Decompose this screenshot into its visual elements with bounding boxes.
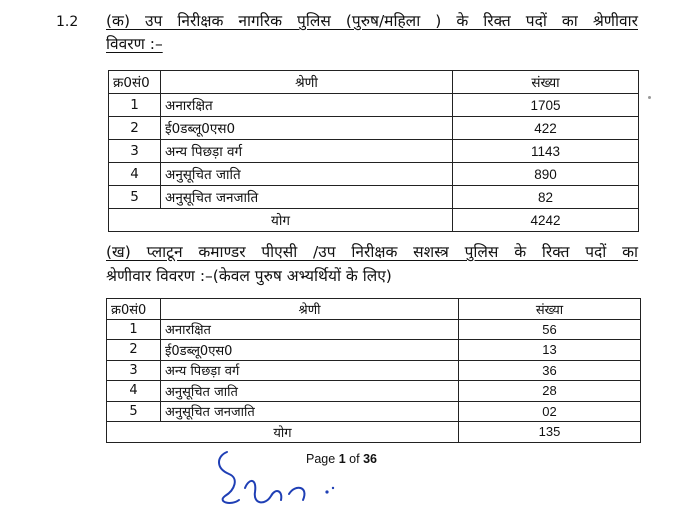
scan-speck — [648, 96, 651, 99]
row-count: 1143 — [453, 140, 639, 163]
row-category: ई0डब्लू0एस0 — [161, 117, 453, 140]
row-category: अनारक्षित — [161, 94, 453, 117]
table-row — [109, 94, 639, 117]
header-serial: क्र0सं0 — [109, 71, 161, 94]
row-count: 890 — [453, 163, 639, 186]
row-serial: 5 — [107, 401, 161, 422]
row-count: 1705 — [453, 94, 639, 117]
page-word: Page — [306, 452, 336, 466]
table-row — [107, 319, 641, 340]
table-header-row — [109, 71, 639, 94]
table-row — [109, 163, 639, 186]
header-category: श्रेणी — [161, 71, 453, 94]
row-serial: 4 — [107, 381, 161, 402]
category-table-a — [108, 70, 639, 232]
row-serial: 2 — [109, 117, 161, 140]
header-category: श्रेणी — [161, 299, 459, 320]
row-count: 422 — [453, 117, 639, 140]
heading-a-line1: (क) उप निरीक्षक नागरिक पुलिस (पुरुष/महिला ) के रिक्त पदों का श्रेणीवार — [106, 12, 638, 30]
table-row — [109, 186, 639, 209]
heading-b-line2: श्रेणीवार विवरण :–(केवल पुरुष अभ्यर्थियों के लिए) — [106, 267, 392, 285]
header-serial: क्र0सं0 — [107, 299, 161, 320]
total-value: 135 — [459, 422, 641, 443]
header-count: संख्या — [453, 71, 639, 94]
total-label: योग — [109, 209, 453, 232]
row-serial: 4 — [109, 163, 161, 186]
page-of-word: of — [349, 452, 360, 466]
row-count: 56 — [459, 319, 641, 340]
row-category: अन्य पिछड़ा वर्ग — [161, 360, 459, 381]
table-total-row — [107, 422, 641, 443]
row-serial: 1 — [109, 94, 161, 117]
table-total-row — [109, 209, 639, 232]
total-value: 4242 — [453, 209, 639, 232]
row-serial: 3 — [109, 140, 161, 163]
section-number: 1.2 — [56, 14, 79, 30]
page-total: 36 — [363, 452, 377, 466]
row-serial: 3 — [107, 360, 161, 381]
row-count: 82 — [453, 186, 639, 209]
row-count: 13 — [459, 340, 641, 361]
table-row — [107, 360, 641, 381]
row-count: 28 — [459, 381, 641, 402]
row-serial: 5 — [109, 186, 161, 209]
table-row — [107, 401, 641, 422]
row-category: अनुसूचित जाति — [161, 163, 453, 186]
heading-b-line1: (ख) प्लाटून कमाण्डर पीएसी /उप निरीक्षक सशस्त्र पुलिस के रिक्त पदों का — [106, 243, 638, 261]
table-row — [109, 140, 639, 163]
total-label: योग — [107, 422, 459, 443]
row-category: अनुसूचित जाति — [161, 381, 459, 402]
table-row — [109, 117, 639, 140]
row-category: अन्य पिछड़ा वर्ग — [161, 140, 453, 163]
row-serial: 2 — [107, 340, 161, 361]
row-category: अनारक्षित — [161, 319, 459, 340]
table-row — [107, 340, 641, 361]
page-current: 1 — [338, 452, 346, 466]
table-header-row — [107, 299, 641, 320]
table-row — [107, 381, 641, 402]
row-category: अनुसूचित जनजाति — [161, 401, 459, 422]
category-table-b — [106, 298, 641, 443]
signature-icon — [205, 448, 355, 515]
row-category: ई0डब्लू0एस0 — [161, 340, 459, 361]
row-category: अनुसूचित जनजाति — [161, 186, 453, 209]
row-serial: 1 — [107, 319, 161, 340]
heading-a-line2: विवरण :– — [106, 35, 163, 53]
row-count: 02 — [459, 401, 641, 422]
header-count: संख्या — [459, 299, 641, 320]
row-count: 36 — [459, 360, 641, 381]
